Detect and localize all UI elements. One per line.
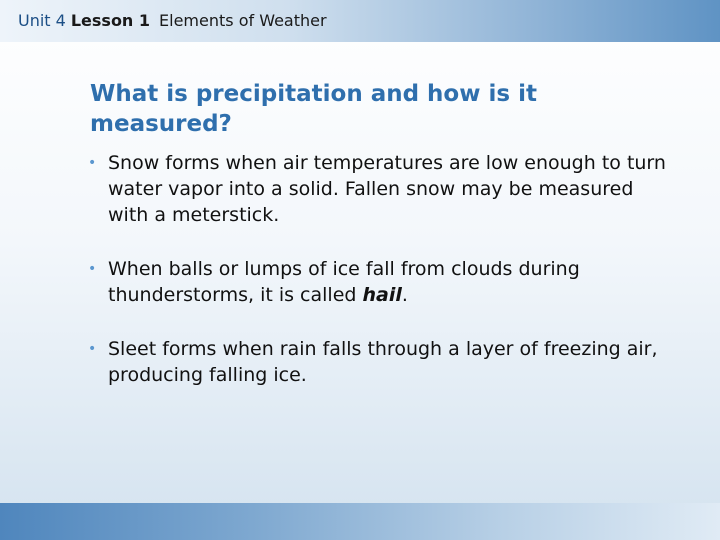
bullet-text: Sleet forms when rain falls through a layer of freezing air, producing falling ice. xyxy=(108,338,658,386)
bullet-text: Snow forms when air temperatures are low enough to turn water vapor into a solid. Fallen snow may be measured with a meterstick. xyxy=(108,152,666,226)
bullet-dot-icon: • xyxy=(88,155,97,171)
key-term-hail: hail xyxy=(362,284,402,306)
bullet-snow xyxy=(88,150,678,228)
slide-header xyxy=(0,0,720,42)
unit-label: Unit 4 xyxy=(18,11,66,30)
lesson-label: Lesson 1 xyxy=(70,11,151,30)
bullet-text: When balls or lumps of ice fall from clouds during thunderstorms, it is called xyxy=(108,258,580,306)
bullet-list xyxy=(88,150,678,388)
bullet-dot-icon: • xyxy=(88,261,97,277)
bullet-text-end: . xyxy=(401,284,408,306)
lesson-topic: Elements of Weather xyxy=(159,11,327,30)
bullet-hail xyxy=(88,256,678,308)
bullet-sleet xyxy=(88,336,678,388)
slide-footer-bar xyxy=(0,503,720,540)
bullet-dot-icon: • xyxy=(88,341,97,357)
slide-title: What is precipitation and how is it measured? xyxy=(90,81,537,137)
